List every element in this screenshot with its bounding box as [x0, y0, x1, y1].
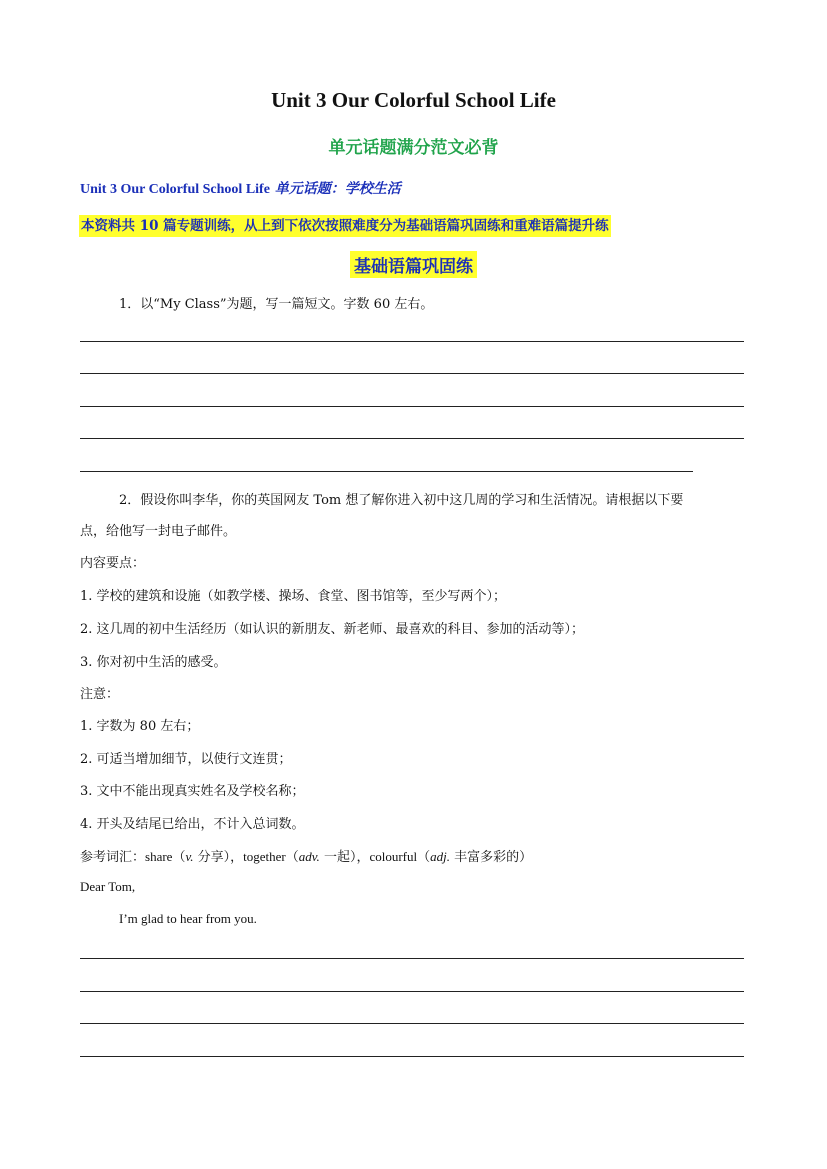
document-subtitle: 单元话题满分范文必背	[328, 138, 499, 158]
notes-heading: 注意：	[80, 687, 120, 702]
answer-line	[80, 341, 744, 342]
vocab-label: 参考词汇：	[80, 850, 146, 865]
vocab-word-share: share（	[145, 849, 186, 864]
document-title: Unit 3 Our Colorful School Life	[271, 88, 556, 112]
unit-topic-line	[80, 178, 401, 198]
letter-salutation: Dear Tom,	[80, 879, 136, 894]
vocab-definition: 一起），	[319, 850, 370, 865]
unit-topic-english: Unit 3 Our Colorful School Life	[80, 182, 270, 197]
vocab-word-colourful: colourful（	[369, 849, 431, 864]
answer-line	[80, 958, 744, 959]
answer-line	[80, 1056, 744, 1057]
note-item: 4. 开头及结尾已给出，不计入总词数。	[80, 817, 305, 832]
note-item: 1. 字数为 80 左右；	[80, 719, 200, 734]
letter-opening: I’m glad to hear from you.	[119, 911, 257, 926]
answer-line	[80, 991, 744, 992]
answer-line	[80, 373, 744, 374]
vocab-word-together: together（	[243, 849, 299, 864]
section-heading-label: 基础语篇巩固练	[350, 251, 477, 278]
answer-line	[80, 471, 693, 472]
task2-prompt-line1: 2．假设你叫李华，你的英国网友 Tom 想了解你进入初中这几周的学习和生活情况。请根据以下要	[119, 493, 684, 508]
vocab-pos: adv.	[298, 849, 320, 864]
answer-line	[80, 1023, 744, 1024]
section-heading	[0, 251, 827, 278]
note-item: 3. 文中不能出现真实姓名及学校名称；	[80, 784, 305, 799]
content-points-heading: 内容要点：	[80, 556, 146, 571]
vocab-pos: v.	[185, 849, 194, 864]
vocab-definition: 分享），	[193, 850, 244, 865]
content-point: 3. 你对初中生活的感受。	[80, 655, 227, 670]
unit-topic-chinese: 单元话题：学校生活	[269, 181, 401, 197]
vocab-pos: adj.	[430, 849, 450, 864]
content-point: 2. 这几周的初中生活经历（如认识的新朋友、新老师、最喜欢的科目、参加的活动等）；	[80, 622, 585, 637]
resource-notice: 本资料共 10 篇专题训练，从上到下依次按照难度分为基础语篇巩固练和重难语篇提升练	[79, 215, 611, 237]
task2-prompt-line2: 点，给他写一封电子邮件。	[80, 524, 237, 539]
answer-line	[80, 406, 744, 407]
vocab-definition: 丰富多彩的）	[449, 850, 533, 865]
answer-line	[80, 438, 744, 439]
task1-prompt: 1．以“My Class”为题，写一篇短文。字数 60 左右。	[119, 297, 434, 312]
reference-vocabulary	[80, 846, 532, 865]
note-item: 2. 可适当增加细节，以使行文连贯；	[80, 752, 292, 767]
content-point: 1. 学校的建筑和设施（如教学楼、操场、食堂、图书馆等，至少写两个）；	[80, 589, 507, 604]
